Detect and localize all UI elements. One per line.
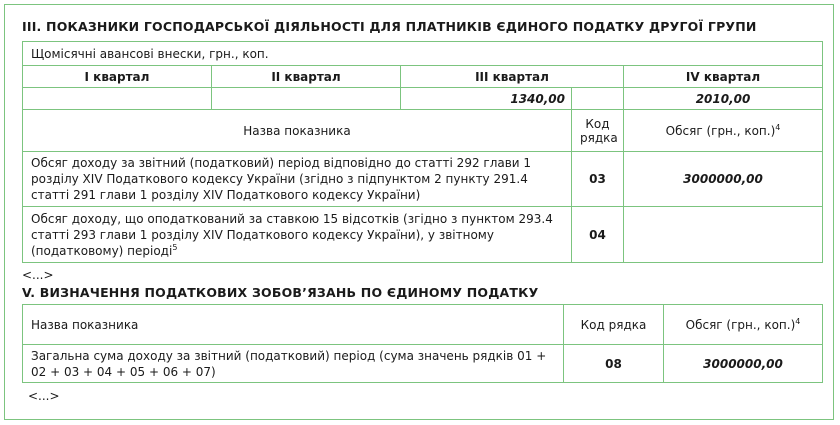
table-row-03-name: Обсяг доходу за звітний (податковий) період відповідно до статті 292 глави 1 розділу XIV Податкового кодексу України (згідно з підпунктом 2 пункту 291.4 статті 291 глави 1 розділу XIV Податкового кодексу України) [23,152,572,207]
quarter-1-value [23,88,212,110]
advance-payments-label: Щомісячні авансові внески, грн., коп. [23,42,823,66]
section-5-table [22,304,823,383]
amount-header: Обсяг (грн., коп.)$^4$ [624,110,823,152]
quarter-3-header: III квартал [401,66,624,88]
omitted-content-marker-1: <...> [22,268,54,282]
table-row-03-amount: 3000000,00 [624,152,823,207]
section-3-table [22,41,823,263]
section-3-title: III. ПОКАЗНИКИ ГОСПОДАРСЬКОЇ ДІЯЛЬНОСТІ ДЛЯ ПЛАТНИКІВ ЄДИНОГО ПОДАТКУ ДРУГОЇ ГРУПИ [22,19,757,34]
table-row-03-code: 03 [572,152,624,207]
quarter-2-header: II квартал [212,66,401,88]
quarter-4-value: 2010,00 [624,88,823,110]
section-5-title: V. ВИЗНАЧЕННЯ ПОДАТКОВИХ ЗОБОВ’ЯЗАНЬ ПО ЄДИНОМУ ПОДАТКУ [22,285,539,300]
table-row-08-amount: 3000000,00 [664,345,823,383]
quarter-4-header: IV квартал [624,66,823,88]
indicator-name-header: Назва показника [23,305,564,345]
table-row-08-name: Загальна сума доходу за звітний (податковий) період (сума значень рядків 01 + 02 + 03 + 04 + 05 + 06 + 07) [23,345,564,383]
table-row-04-amount [624,207,823,263]
table-row-08-code: 08 [564,345,664,383]
quarter-3-value: 1340,00 [401,88,572,110]
amount-header: Обсяг (грн., коп.)$^4$ [664,305,823,345]
table-row-04-name: Обсяг доходу, що оподаткований за ставкою 15 відсотків (згідно з пунктом 293.4 статті 293 глави 1 розділу XIV Податкового кодексу України), у звітному (податковому) періоді$^5$ [23,207,572,263]
line-code-header: Код рядка [572,110,624,152]
quarter-1-header: I квартал [23,66,212,88]
quarter-2-value [212,88,401,110]
indicator-name-header: Назва показника [23,110,572,152]
line-code-header: Код рядка [564,305,664,345]
omitted-content-marker-2: <...> [28,389,60,403]
table-row-04-code: 04 [572,207,624,263]
